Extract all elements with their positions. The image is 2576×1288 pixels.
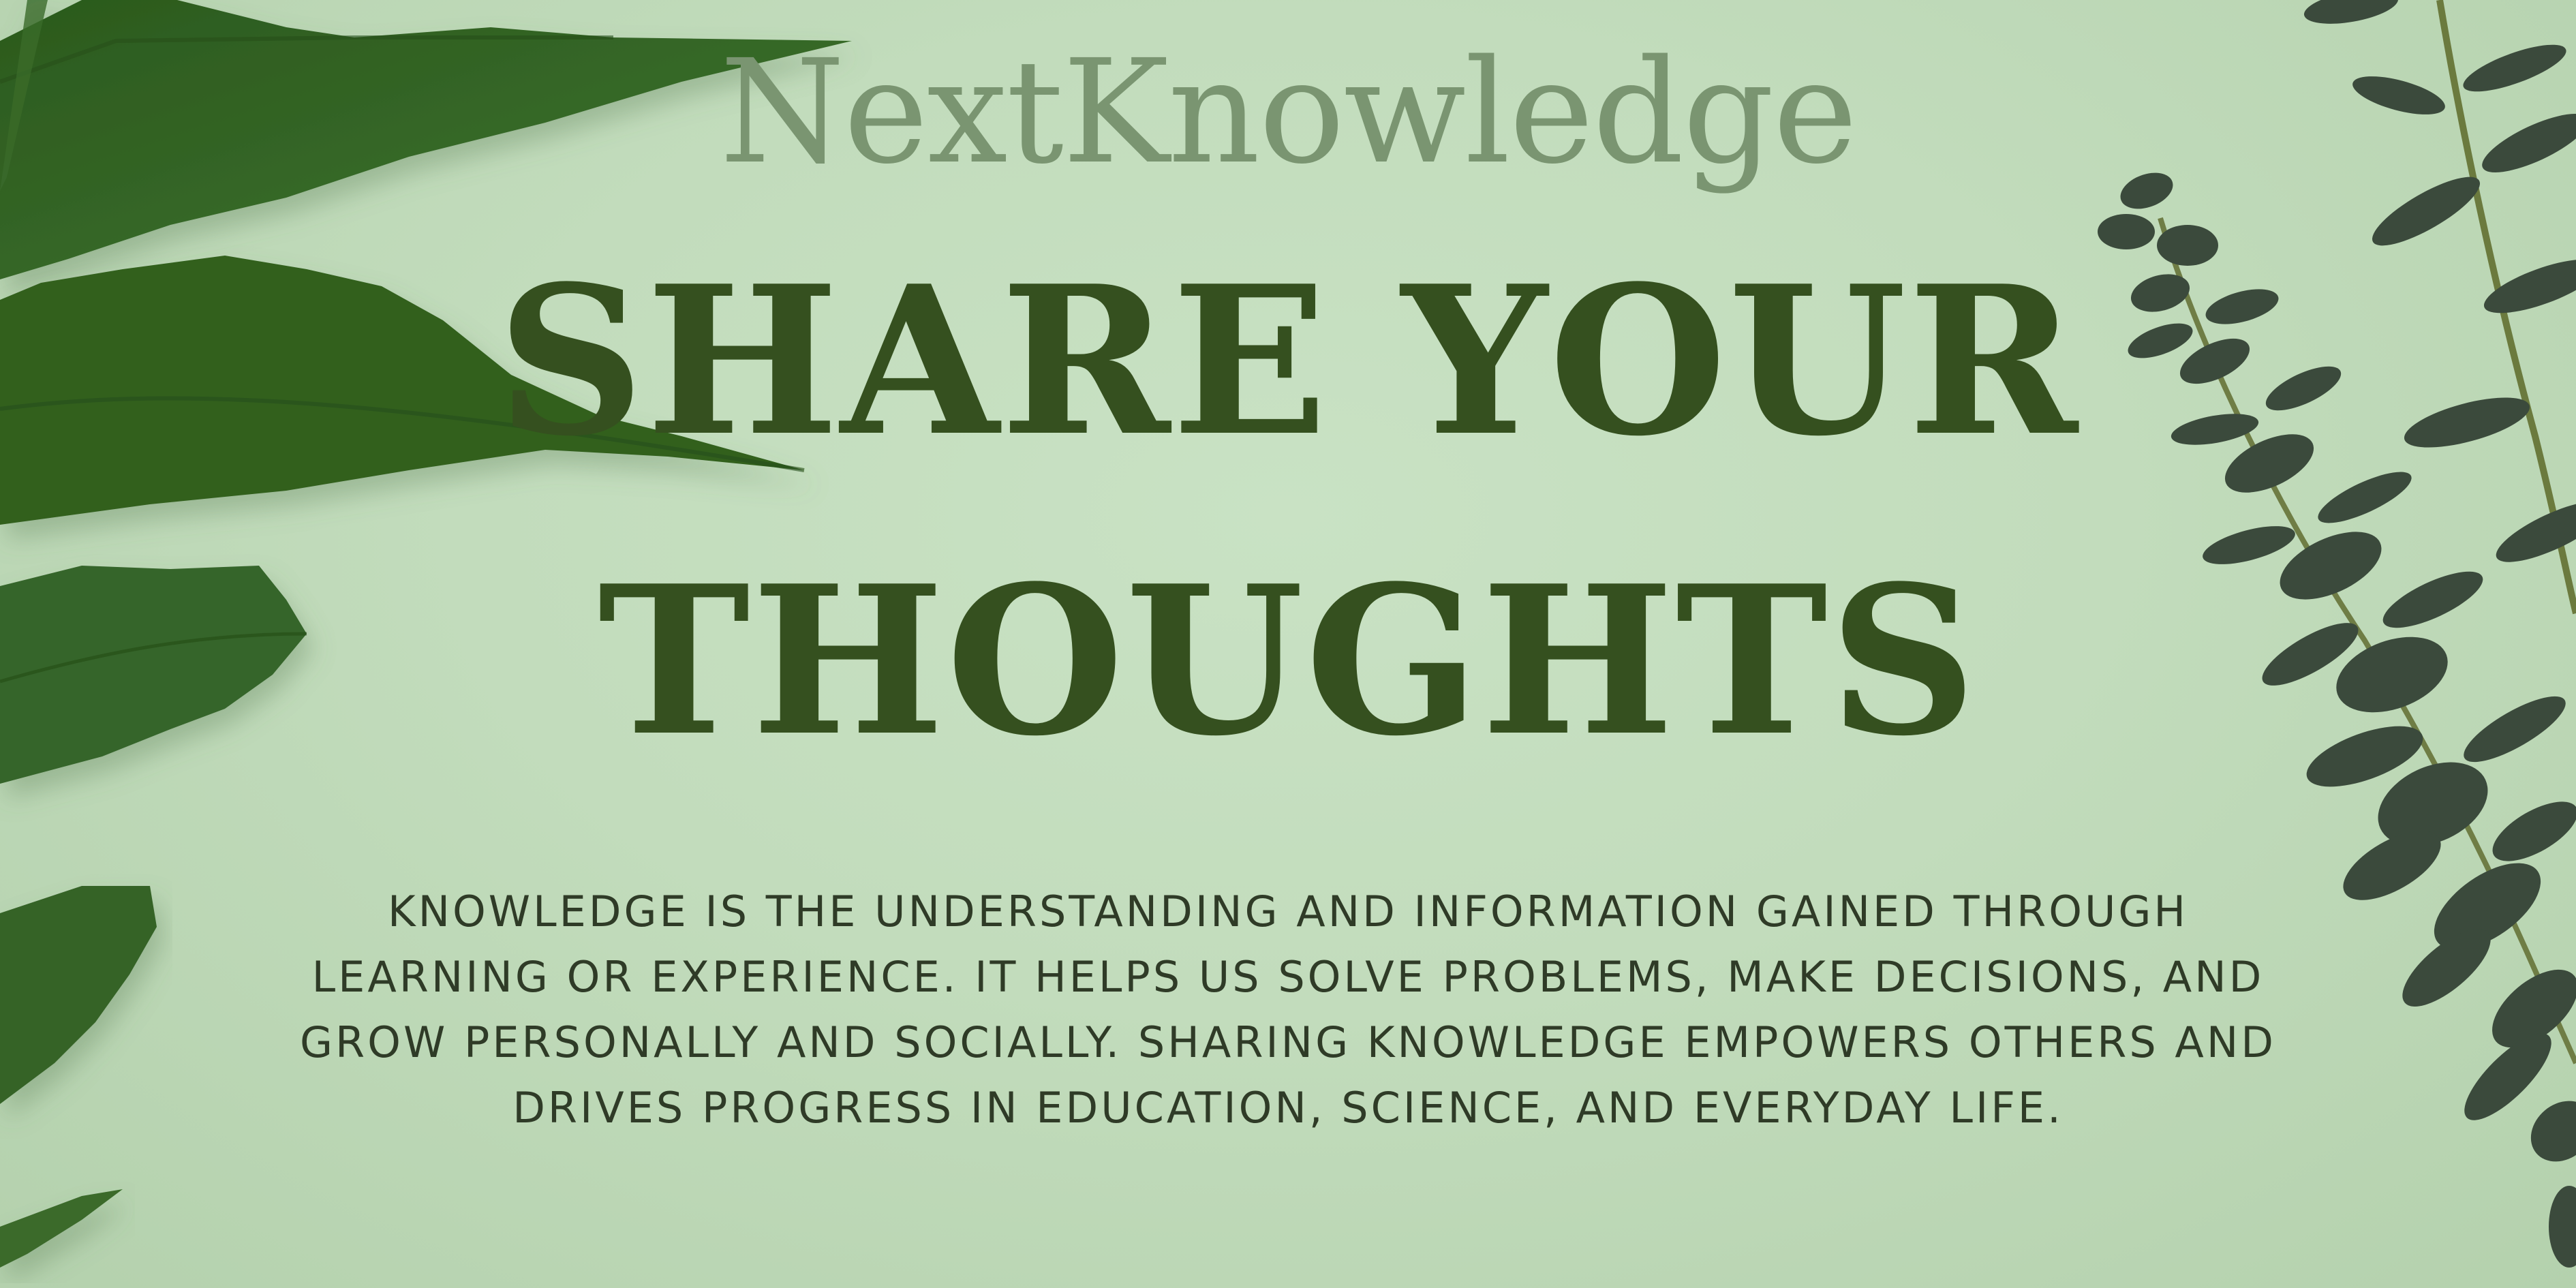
headline-line-1: SHARE YOUR xyxy=(497,241,2079,481)
body-paragraph: KNOWLEDGE IS THE UNDERSTANDING AND INFORMATION GAINED THROUGH LEARNING OR EXPERIENCE. IT HELPS US SOLVE PROBLEMS, MAKE DECISIONS, AND GROW PERSONALLY AND SOCIALLY. SHARING KNOWLEDGE EMPOWERS OTHERS AND DRIVES PROGRESS IN EDUCATION, SCIENCE, AND EVERYDAY LIFE. xyxy=(300,887,2276,1133)
brand-name: NextKnowledge xyxy=(720,29,1856,196)
headline-line-2: THOUGHTS xyxy=(598,540,1978,781)
